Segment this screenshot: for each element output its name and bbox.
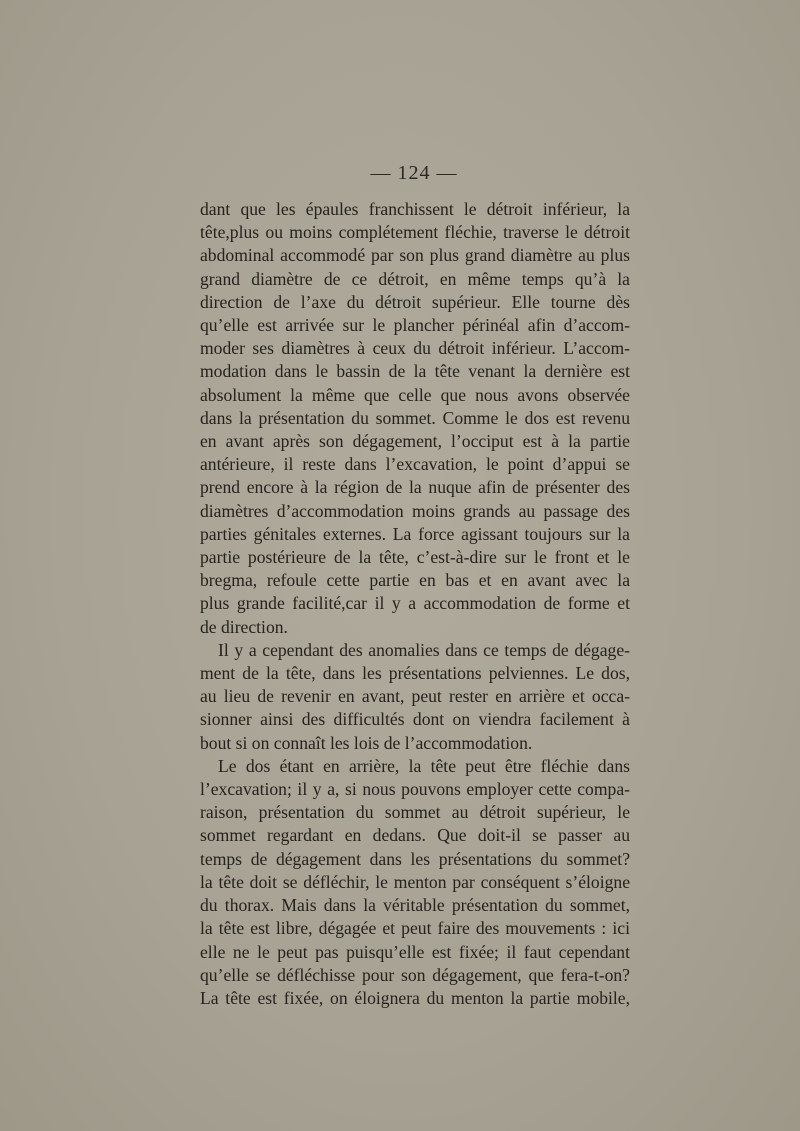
text-line: au lieu de revenir en avant, peut rester en arrière et occa- bbox=[200, 686, 630, 707]
text-line: bregma, refoule cette partie en bas et en avant avec la bbox=[200, 570, 630, 591]
text-line: absolument la même que celle que nous avons observée bbox=[200, 384, 630, 405]
text-line: antérieure, il reste dans l’excavation, le point d’appui se bbox=[200, 454, 630, 475]
text-line: partie postérieure de la tête, c’est-à-dire sur le front et le bbox=[200, 547, 630, 568]
text-line: dant que les épaules franchissent le détroit inférieur, la bbox=[200, 199, 630, 219]
text-line: Le dos étant en arrière, la tête peut être fléchie dans bbox=[218, 755, 630, 776]
body-text bbox=[200, 198, 630, 1010]
text-line: tête,plus ou moins complétement fléchie, traverse le détroit bbox=[200, 222, 630, 243]
text-line: diamètres d’accommodation moins grands au passage des bbox=[200, 500, 630, 521]
text-line: parties génitales externes. La force agissant toujours sur la bbox=[200, 523, 630, 544]
text-line: en avant après son dégagement, l’occiput est à la partie bbox=[200, 431, 630, 452]
text-line: qu’elle est arrivée sur le plancher périnéal afin d’accom- bbox=[200, 315, 630, 336]
text-line: abdominal accommodé par son plus grand diamètre au plus bbox=[200, 245, 630, 266]
text-line: l’excavation; il y a, si nous pouvons employer cette compa- bbox=[200, 779, 630, 800]
paragraph bbox=[200, 198, 630, 639]
text-line: prend encore à la région de la nuque afin de présenter des bbox=[200, 477, 630, 498]
text-line: elle ne le peut pas puisqu’elle est fixée; il faut cependant bbox=[200, 941, 630, 962]
text-line: sionner ainsi des difficultés dont on viendra facilement à bbox=[200, 709, 630, 730]
page-number: — 124 — bbox=[370, 162, 458, 184]
text-line: bout si on connaît les lois de l’accommodation. bbox=[200, 732, 533, 753]
text-line: grand diamètre de ce détroit, en même temps qu’à la bbox=[200, 268, 630, 289]
text-line: La tête est fixée, on éloignera du menton la partie mobile, bbox=[200, 987, 630, 1008]
text-line: temps de dégagement dans les présentations du sommet? bbox=[200, 848, 630, 869]
text-line: la tête doit se défléchir, le menton par conséquent s’éloigne bbox=[200, 871, 630, 892]
paragraph bbox=[200, 755, 630, 1010]
text-line: qu’elle se défléchisse pour son dégagement, que fera-t-on? bbox=[200, 964, 630, 985]
text-line: ment de la tête, dans les présentations pelviennes. Le dos, bbox=[200, 663, 630, 684]
text-line: modation dans le bassin de la tête venant la dernière est bbox=[200, 361, 630, 382]
paragraph bbox=[200, 639, 630, 755]
text-line: direction de l’axe du détroit supérieur. Elle tourne dès bbox=[200, 291, 630, 312]
text-line: de direction. bbox=[200, 616, 288, 637]
text-line: la tête est libre, dégagée et peut faire des mouvements : ici bbox=[200, 918, 630, 939]
text-line: raison, présentation du sommet au détroit supérieur, le bbox=[200, 802, 630, 823]
text-line: dans la présentation du sommet. Comme le dos est revenu bbox=[200, 407, 630, 428]
text-line: sommet regardant en dedans. Que doit-il se passer au bbox=[200, 825, 630, 846]
text-line: du thorax. Mais dans la véritable présentation du sommet, bbox=[200, 895, 630, 916]
text-line: moder ses diamètres à ceux du détroit inférieur. L’accom- bbox=[200, 338, 630, 359]
text-line: Il y a cependant des anomalies dans ce temps de dégage- bbox=[218, 639, 630, 660]
text-line: plus grande facilité,car il y a accommodation de forme et bbox=[200, 593, 630, 614]
